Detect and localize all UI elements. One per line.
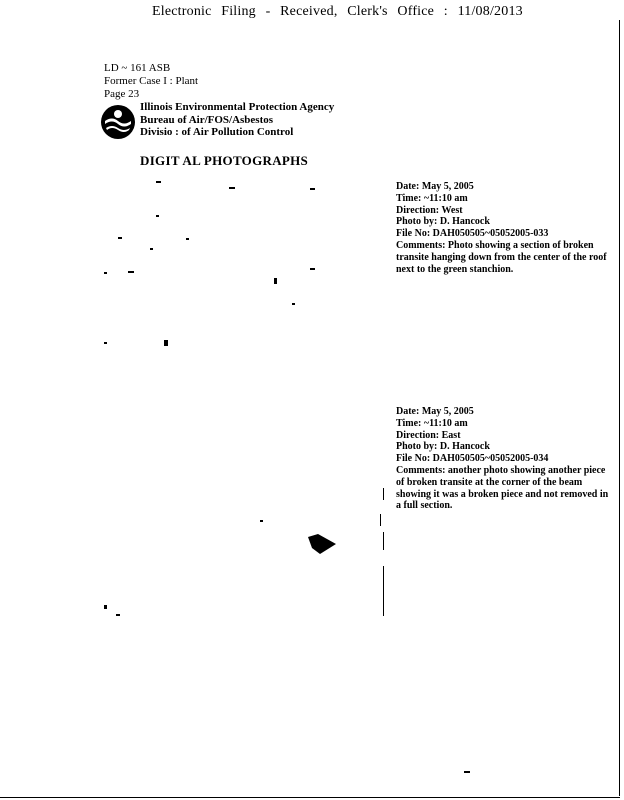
scan-speck [156,215,159,217]
filing-stamp: Electronic Filing - Received, Clerk's Office : 11/08/2013 [152,4,523,19]
scan-speck [260,520,263,522]
scan-line [383,566,384,616]
photo-2-date: Date: May 5, 2005 [396,406,474,417]
scan-edge-right [619,20,620,796]
photo-1-time: Time: ~11:10 am [396,192,468,204]
agency-name: Illinois Environmental Protection Agency [140,101,335,113]
scan-speck [310,268,315,270]
photo-1-date: Date: May 5, 2005 [396,181,474,192]
scan-edge-bottom [0,797,620,798]
document-title: DIGIT AL PHOTOGRAPHS [140,153,309,168]
scan-line [383,532,384,550]
agency-block [140,101,334,139]
scan-speck [156,181,161,183]
document-id: LD ~ 161 ASB [104,62,171,74]
scan-speck [464,771,470,773]
agency-division: Divisio : of Air Pollution Control [140,126,294,138]
photo-1-photographer: Photo by: D. Hancock [396,216,490,228]
scan-line [383,488,384,500]
case-name: Former Case I : Plant [104,75,199,87]
scan-speck [104,272,107,274]
scan-speck [116,614,120,616]
scan-speck [128,271,134,273]
photo-2-photographer: Photo by: D. Hancock [396,441,490,453]
scan-speck [274,278,277,284]
photo-2-caption [396,406,610,512]
scan-speck [292,303,295,305]
photo-2-time: Time: ~11:10 am [396,417,468,429]
photo-1-file-number: File No: DAH050505~05052005-033 [396,228,549,240]
scan-speck [229,187,235,189]
scan-speck [150,248,153,250]
agency-bureau: Bureau of Air/FOS/Asbestos [140,113,274,126]
scan-line [380,514,381,526]
scan-speck [164,340,168,346]
photo-1-direction: Direction: West [396,204,463,216]
photo-2-comments: Comments: another photo showing another piece of broken transite at the corner of the beam showing it was a broken piece and not removed in a full section. [396,464,609,512]
illinois-epa-logo-icon [100,104,136,140]
scan-speck [186,238,189,240]
photo-1-caption [396,181,610,275]
scan-speck [104,605,107,609]
scan-speck [104,342,107,344]
scan-speck [118,237,122,239]
photo-2-file-number: File No: DAH050505~05052005-034 [396,453,549,465]
photo-2-direction: Direction: East [396,429,461,441]
page-number: Page 23 [104,88,140,100]
photo-1-comments: Comments: Photo showing a section of broken transite hanging down from the center of the roof next to the green stanchion. [396,239,607,275]
scan-speck [310,188,315,190]
scan-blot-icon [306,534,338,556]
